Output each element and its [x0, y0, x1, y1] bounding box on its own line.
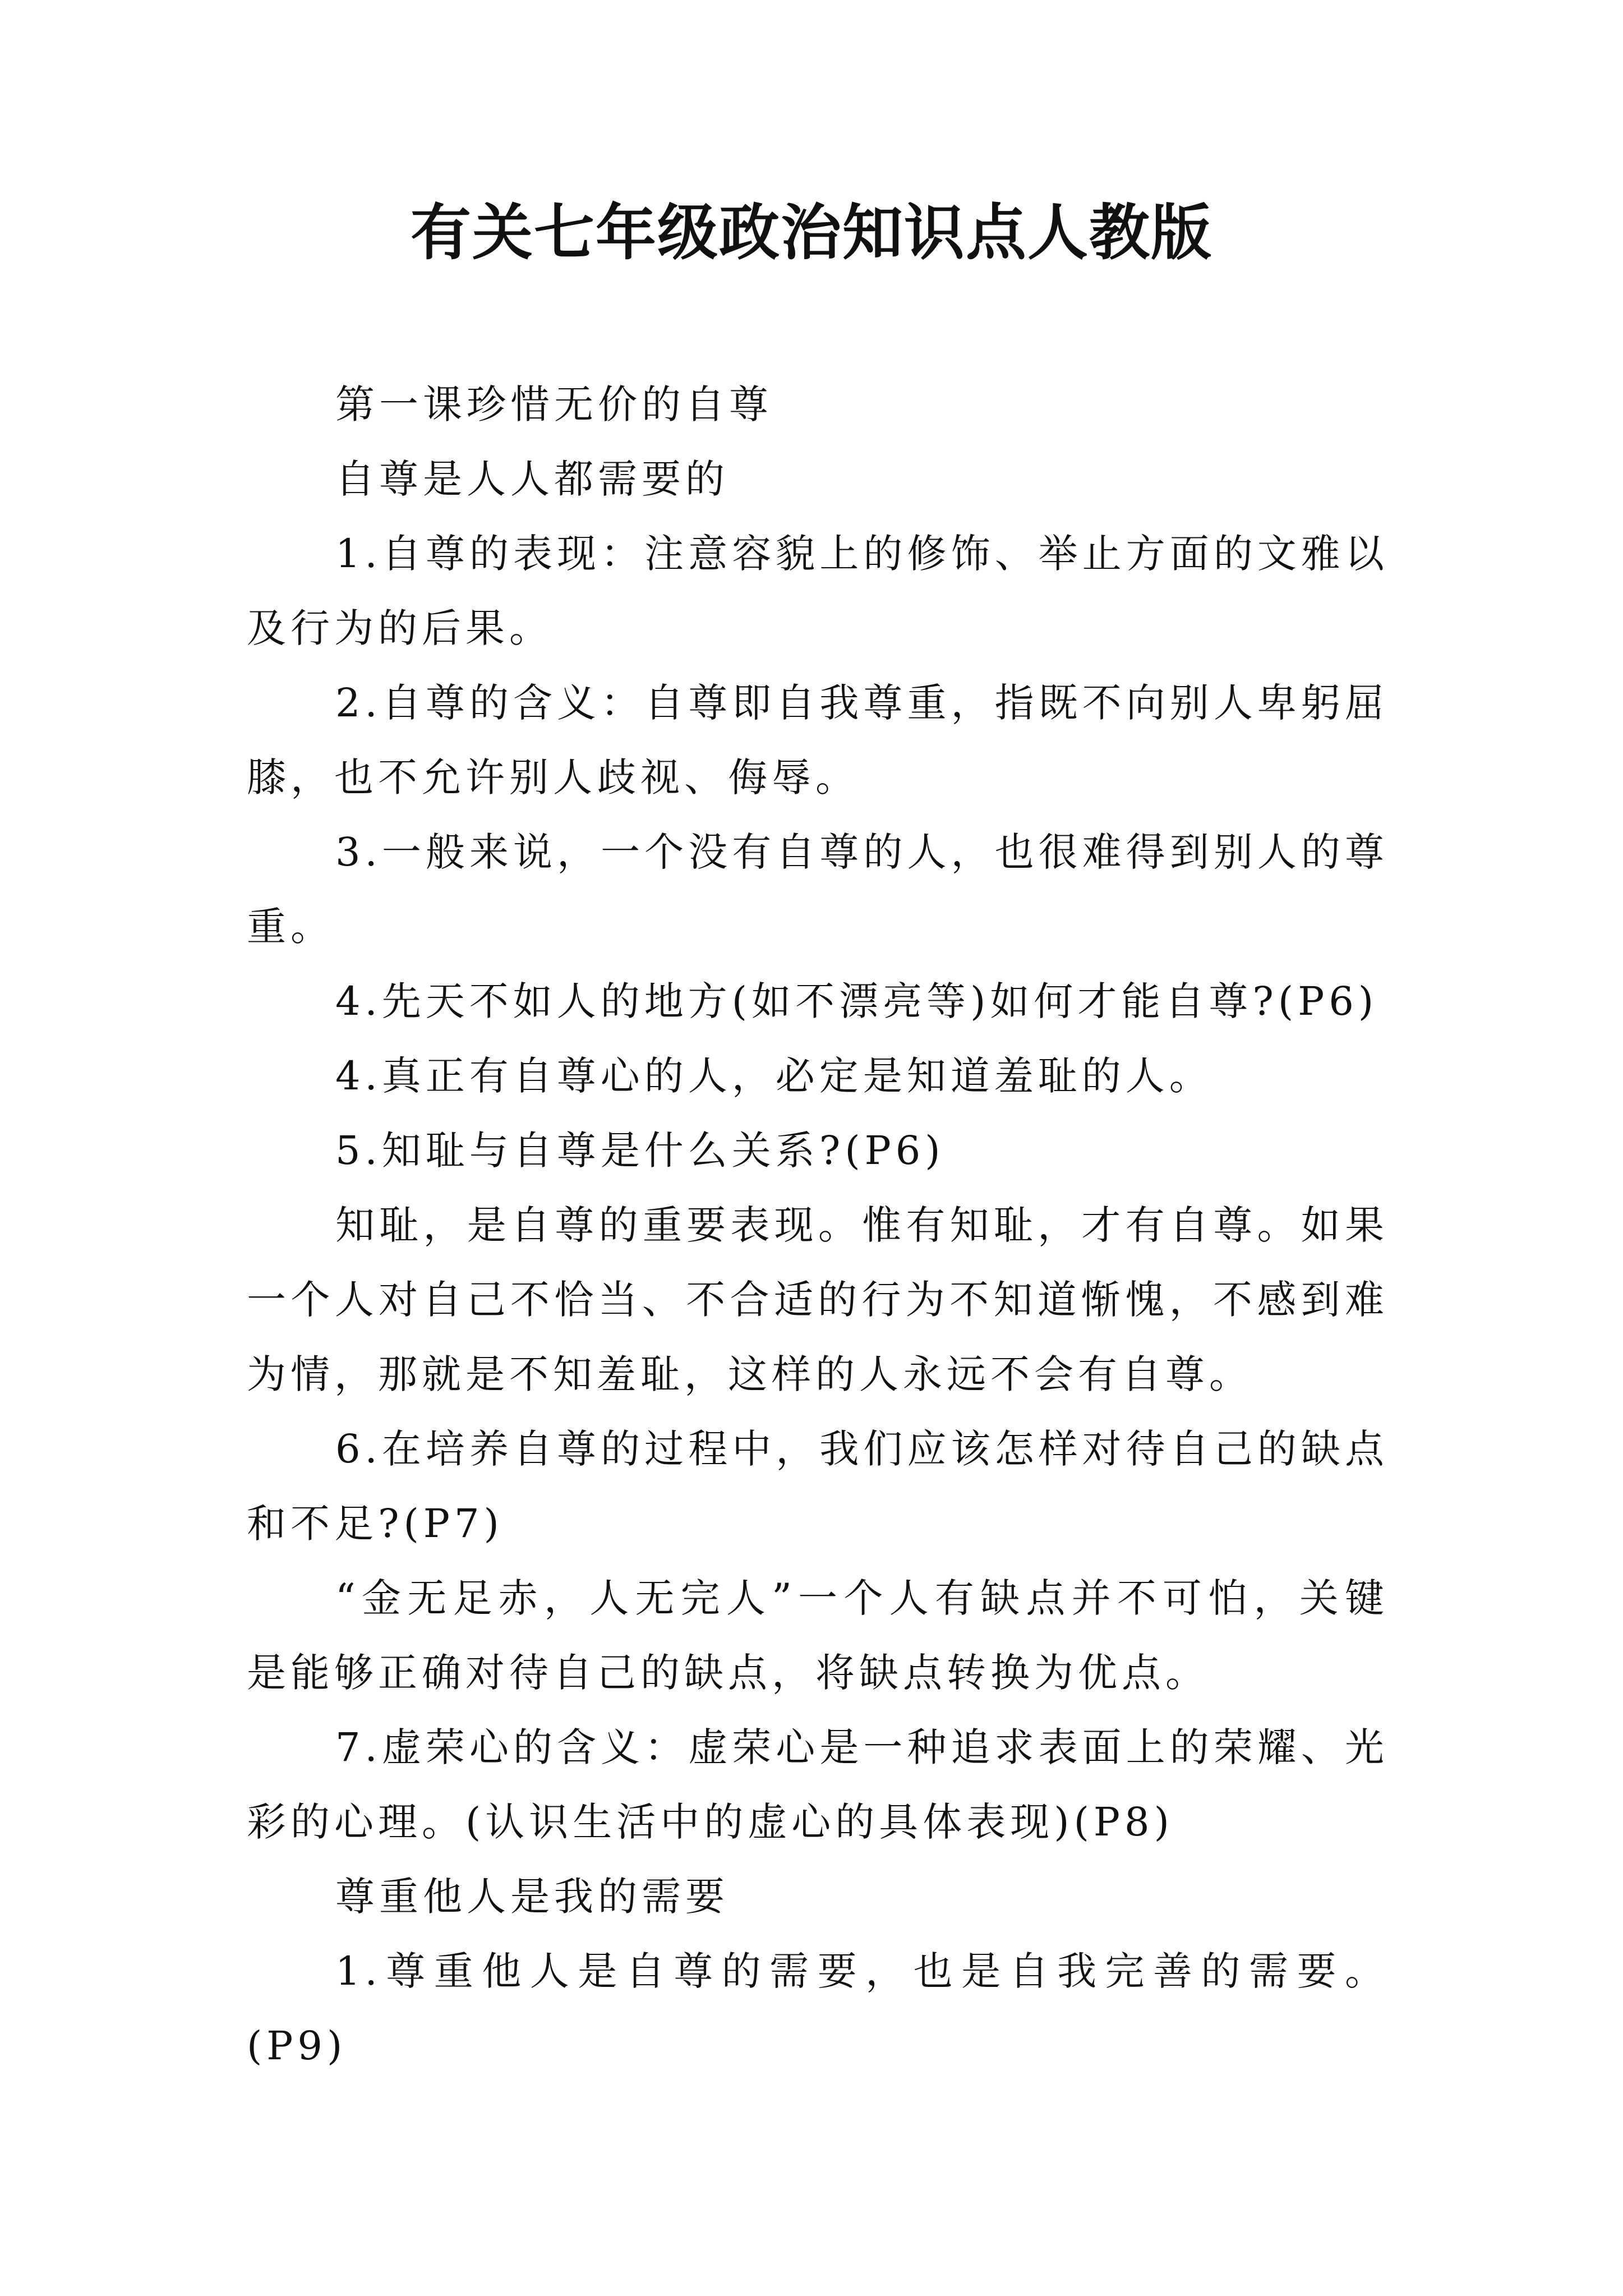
paragraph: 3.一般来说，一个没有自尊的人，也很难得到别人的尊重。 [247, 829, 1389, 950]
document-title: 有关七年级政治知识点人教版 [410, 197, 1212, 268]
paragraph: 4.真正有自尊心的人，必定是知道羞耻的人。 [335, 1053, 1213, 1099]
paragraph: 1.尊重他人是自尊的需要，也是自我完善的需要。(P9) [247, 1948, 1389, 2069]
document-body [247, 367, 1389, 2083]
paragraph: 5.知耻与自尊是什么关系?(P6) [335, 1128, 945, 1174]
paragraph: 4.先天不如人的地方(如不漂亮等)如何才能自尊?(P6) [335, 978, 1378, 1024]
paragraph: 1.自尊的表现：注意容貌上的修饰、举止方面的文雅以及行为的后果。 [247, 531, 1389, 651]
paragraph: “金无足赤，人无完人”一个人有缺点并不可怕，关键是能够正确对待自己的缺点，将缺点转换为优点。 [247, 1575, 1389, 1696]
paragraph-section-heading: 尊重他人是我的需要 [335, 1874, 729, 1920]
paragraph-section-heading: 自尊是人人都需要的 [335, 456, 729, 502]
paragraph: 2.自尊的含义：自尊即自我尊重，指既不向别人卑躬屈膝，也不允许别人歧视、侮辱。 [247, 680, 1389, 800]
paragraph: 知耻，是自尊的重要表现。惟有知耻，才有自尊。如果一个人对自己不恰当、不合适的行为不知道惭愧，不感到难为情，那就是不知羞耻，这样的人永远不会有自尊。 [247, 1202, 1389, 1397]
paragraph: 7.虚荣心的含义：虚荣心是一种追求表面上的荣耀、光彩的心理。(认识生活中的虚心的具体表现)(P8) [247, 1724, 1389, 1845]
paragraph: 6.在培养自尊的过程中，我们应该怎样对待自己的缺点和不足?(P7) [247, 1426, 1389, 1547]
paragraph-lesson-heading: 第一课珍惜无价的自尊 [335, 381, 773, 427]
